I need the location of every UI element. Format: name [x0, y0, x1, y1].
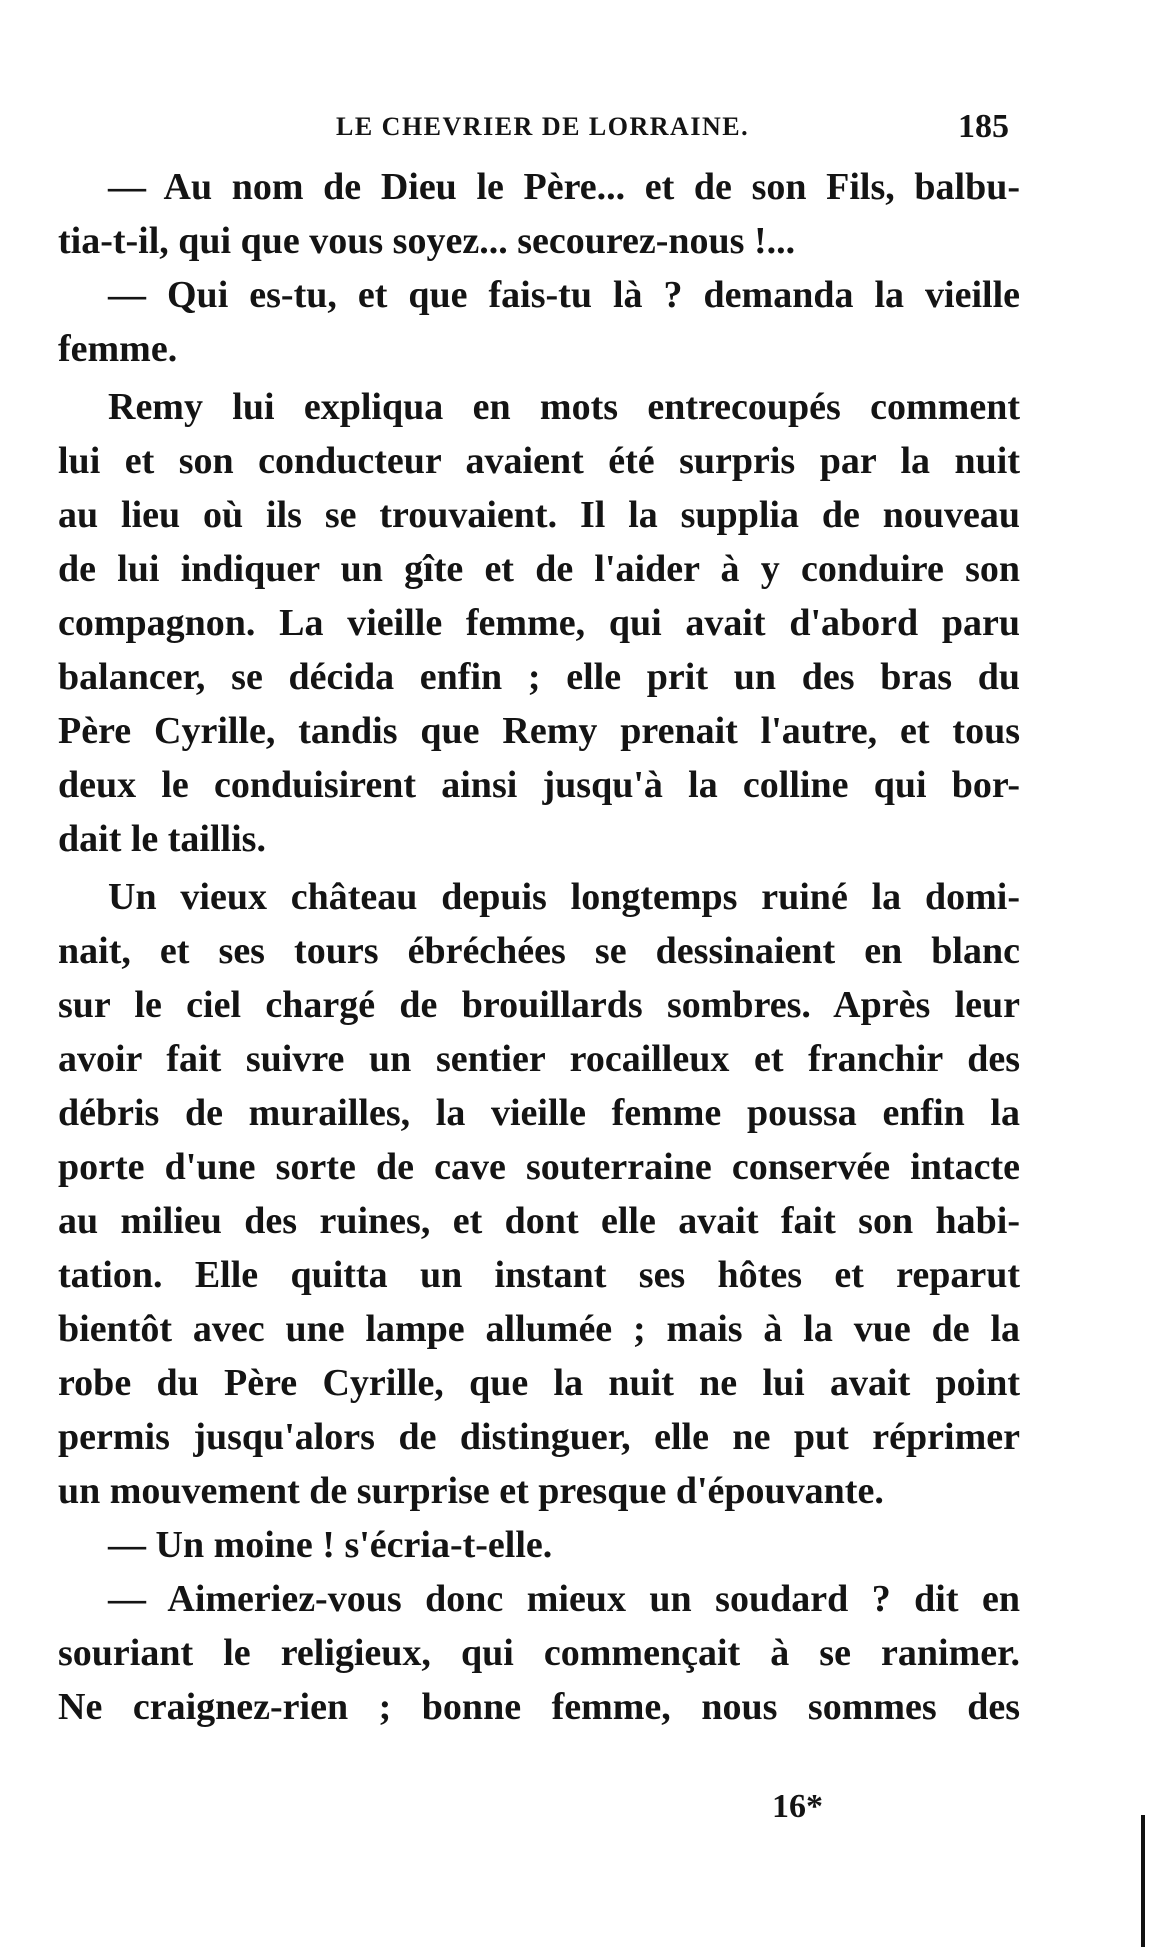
text-line: — Un moine ! s'écria-t-elle.: [108, 1524, 553, 1566]
text-line: Ne craignez-rien ; bonne femme, nous sommes des: [58, 1686, 1020, 1728]
text-line: Remy lui expliqua en mots entrecoupés comment: [108, 386, 1020, 428]
text-line: au lieu où ils se trouvaient. Il la supplia de nouveau: [58, 494, 1020, 536]
paragraph-6: [58, 1572, 1020, 1734]
text-line: permis jusqu'alors de distinguer, elle ne put réprimer: [58, 1416, 1020, 1458]
text-line: lui et son conducteur avaient été surpris par la nuit: [58, 440, 1020, 482]
text-line: souriant le religieux, qui commençait à se ranimer.: [58, 1632, 1020, 1674]
text-line: nait, et ses tours ébréchées se dessinaient en blanc: [58, 930, 1020, 972]
text-line: robe du Père Cyrille, que la nuit ne lui avait point: [58, 1362, 1020, 1404]
signature-mark: 16*: [772, 1788, 823, 1825]
page-number: 185: [958, 108, 1009, 145]
text-line: balancer, se décida enfin ; elle prit un des bras du: [58, 656, 1020, 698]
text-line: au milieu des ruines, et dont elle avait fait son habi-: [58, 1200, 1020, 1242]
text-line: — Au nom de Dieu le Père... et de son Fils, balbu-: [108, 166, 1020, 208]
text-line: avoir fait suivre un sentier rocailleux et franchir des: [58, 1038, 1020, 1080]
page-edge-rule: [1141, 1815, 1145, 1947]
text-line: dait le taillis.: [58, 818, 266, 860]
text-line: deux le conduisirent ainsi jusqu'à la colline qui bor-: [58, 764, 1020, 806]
text-line: femme.: [58, 328, 178, 370]
paragraph-1: [58, 160, 1020, 268]
text-line: un mouvement de surprise et presque d'épouvante.: [58, 1470, 884, 1512]
text-line: de lui indiquer un gîte et de l'aider à y conduire son: [58, 548, 1020, 590]
text-line: tia-t-il, qui que vous soyez... secourez-nous !...: [58, 220, 796, 262]
paragraph-3: [58, 380, 1020, 866]
text-line: Un vieux château depuis longtemps ruiné la domi-: [108, 876, 1020, 918]
text-line: bientôt avec une lampe allumée ; mais à la vue de la: [58, 1308, 1020, 1350]
text-line: compagnon. La vieille femme, qui avait d'abord paru: [58, 602, 1020, 644]
text-line: tation. Elle quitta un instant ses hôtes et reparut: [58, 1254, 1020, 1296]
paragraph-5: [58, 1518, 1020, 1572]
text-line: — Qui es-tu, et que fais-tu là ? demanda la vieille: [108, 274, 1020, 316]
running-title: LE CHEVRIER DE LORRAINE.: [336, 112, 750, 141]
text-line: porte d'une sorte de cave souterraine conservée intacte: [58, 1146, 1020, 1188]
text-line: débris de murailles, la vieille femme poussa enfin la: [58, 1092, 1020, 1134]
text-line: sur le ciel chargé de brouillards sombres. Après leur: [58, 984, 1020, 1026]
text-line: Père Cyrille, tandis que Remy prenait l'autre, et tous: [58, 710, 1020, 752]
body-text: [58, 160, 1020, 1734]
text-line: — Aimeriez-vous donc mieux un soudard ? dit en: [108, 1578, 1020, 1620]
paragraph-4: [58, 870, 1020, 1518]
paragraph-2: [58, 268, 1020, 376]
